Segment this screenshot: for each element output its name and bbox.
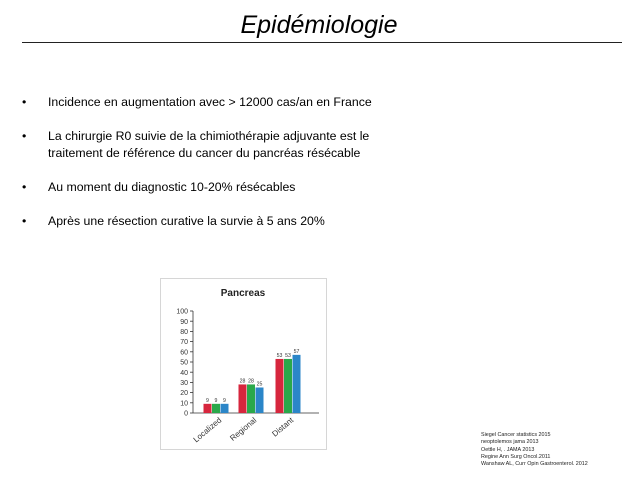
x-category-label: Localized [191,415,224,445]
bar-localized-series-3 [221,404,229,413]
pancreas-chart [160,278,327,450]
y-tick-label: 70 [180,339,188,347]
y-tick-label: 20 [180,390,188,398]
y-tick-label: 90 [180,318,188,326]
reference-item: Regine Ann Surg Oncol.2011 [481,453,551,460]
bullet-item [22,213,442,230]
chart-title: Pancreas [220,288,266,299]
bar-localized-series-1 [204,404,212,413]
bullet-marker: • [22,129,27,143]
bar-distant-series-3 [293,355,301,413]
y-tick-label: 60 [180,349,188,357]
bar-value-label: 9 [223,397,226,404]
y-tick-label: 100 [176,308,188,316]
bar-value-label: 28 [239,378,246,385]
bullet-text: La chirurgie R0 suivie de la chimiothérapie adjuvante est le [48,129,370,143]
chart-svg [161,279,326,449]
bar-value-label: 53 [285,352,291,359]
bar-localized-series-2 [212,404,220,413]
bullet-marker: • [22,180,27,194]
bullet-marker: • [22,214,27,228]
bar-value-label: 28 [248,378,254,385]
bar-value-label: 25 [256,381,263,388]
reference-item: Siegel Cancer statistics 2015 [481,432,551,438]
bullet-item [22,94,442,111]
references [481,432,631,468]
bullet-item [22,128,442,162]
bullet-text: Au moment du diagnostic 10-20% résécables [48,180,296,194]
bar-value-label: 57 [293,348,300,355]
bar-distant-series-1 [276,359,284,413]
bullet-text: traitement de référence du cancer du pancréas résécable [48,146,361,160]
x-category-label: Regional [228,415,259,443]
bullet-marker: • [22,95,27,109]
y-tick-label: 30 [180,380,188,387]
bullet-text: Après une résection curative la survie à 5 ans 20% [48,214,325,228]
bullet-item [22,179,442,196]
bar-regional-series-3 [256,388,264,414]
bar-value-label: 9 [206,397,209,404]
bullet-text: Incidence en augmentation avec > 12000 cas/an en France [48,95,372,109]
reference-item: Wanshaw AL, Curr Opin Gastroenterol. 2012 [481,461,588,468]
y-tick-label: 50 [180,359,188,367]
reference-item: Oettle H, . JAMA 2013 [481,446,535,453]
reference-item: neoptolemos jama 2013 [481,439,539,446]
bullet-list [22,94,442,230]
title-divider [22,42,622,43]
bar-regional-series-2 [247,384,255,413]
x-category-label: Distant [270,415,296,439]
bar-value-label: 53 [276,352,283,359]
y-tick-label: 80 [180,329,188,336]
bar-distant-series-2 [284,359,292,413]
slide-title: Epidémiologie [240,11,398,39]
y-tick-label: 10 [180,400,188,408]
bar-value-label: 9 [214,397,218,404]
y-tick-label: 0 [184,410,188,418]
bar-regional-series-1 [239,384,247,413]
y-tick-label: 40 [180,369,188,377]
